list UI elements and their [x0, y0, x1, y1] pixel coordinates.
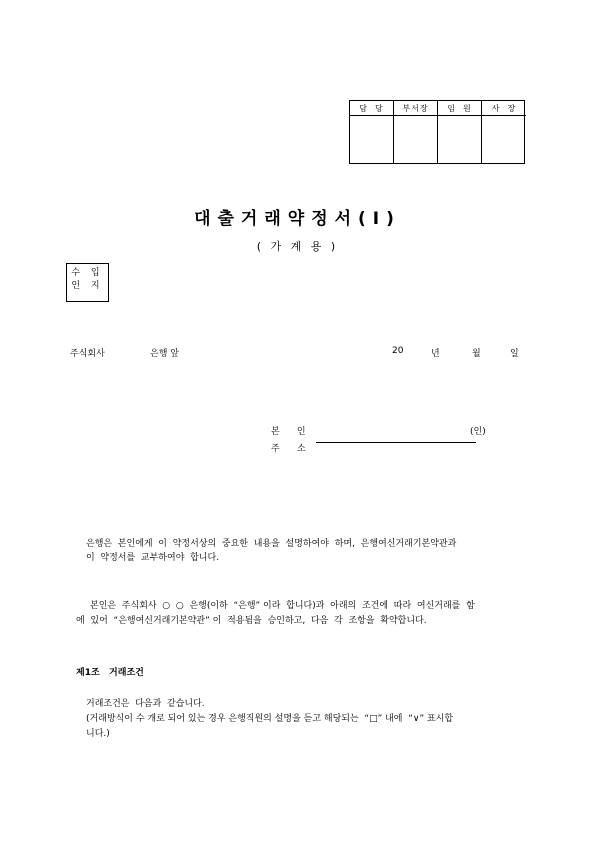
approval-sign-staff[interactable]: [350, 116, 394, 163]
clause-1-line-1: 거래조건은 다음과 같습니다.: [86, 699, 205, 709]
date-month: 월: [472, 349, 481, 359]
approval-header-executive: 임 원: [438, 101, 482, 116]
signer-name-label: 본 인: [271, 427, 306, 437]
document-title: 대출거래약정서(Ⅰ): [194, 209, 401, 229]
approval-sign-manager[interactable]: [394, 116, 438, 163]
clause-1-line-3: 니다.): [86, 729, 110, 739]
signer-name-field[interactable]: [316, 424, 476, 443]
approval-header-manager: 부서장: [394, 101, 438, 116]
approval-sign-president[interactable]: [482, 116, 526, 163]
notice-line-1: 은행은 본인에게 이 약정서상의 중요한 내용을 설명하여야 하며, 은행여신거래기본약관과: [86, 539, 457, 549]
agreement-line-2: 에 있어 “은행여신거래기본약관” 이 적용됨을 승인하고, 다음 각 조항을 확약합니다.: [76, 616, 427, 626]
approval-header-president: 사 장: [482, 101, 526, 116]
date-year-prefix: 20: [392, 346, 404, 356]
notice-line-2: 이 약정서를 교부하여야 합니다.: [86, 553, 220, 563]
date-day: 일: [510, 349, 519, 359]
approval-header-staff: 담 당: [350, 101, 394, 116]
stamp-line-2: 인 지: [71, 281, 104, 291]
document-subtitle: ( 가 계 용 ): [256, 240, 339, 253]
revenue-stamp-box: [66, 263, 109, 302]
agreement-line-1: 본인은 주식회사 ○ ○ 은행(이하 “은행” 이라 합니다)과 아래의 조건에 따라 여신거래를 함: [90, 601, 475, 611]
clause-1-heading: 제1조 거래조건: [76, 668, 144, 678]
approval-sign-executive[interactable]: [438, 116, 482, 163]
clause-1-line-2: (거래방식이 수 개로 되어 있는 경우 은행직원의 설명을 듣고 해당되는 “□” 내에 “∨” 표시합: [86, 714, 454, 724]
signer-address-label: 주 소: [271, 444, 306, 454]
signer-seal: (인): [470, 427, 486, 437]
addressee-bank: 은행 앞: [150, 349, 179, 359]
stamp-line-1: 수 입: [71, 268, 104, 278]
addressee-company: 주식회사: [70, 349, 105, 359]
date-year: 년: [431, 349, 440, 359]
approval-table: [349, 100, 525, 164]
